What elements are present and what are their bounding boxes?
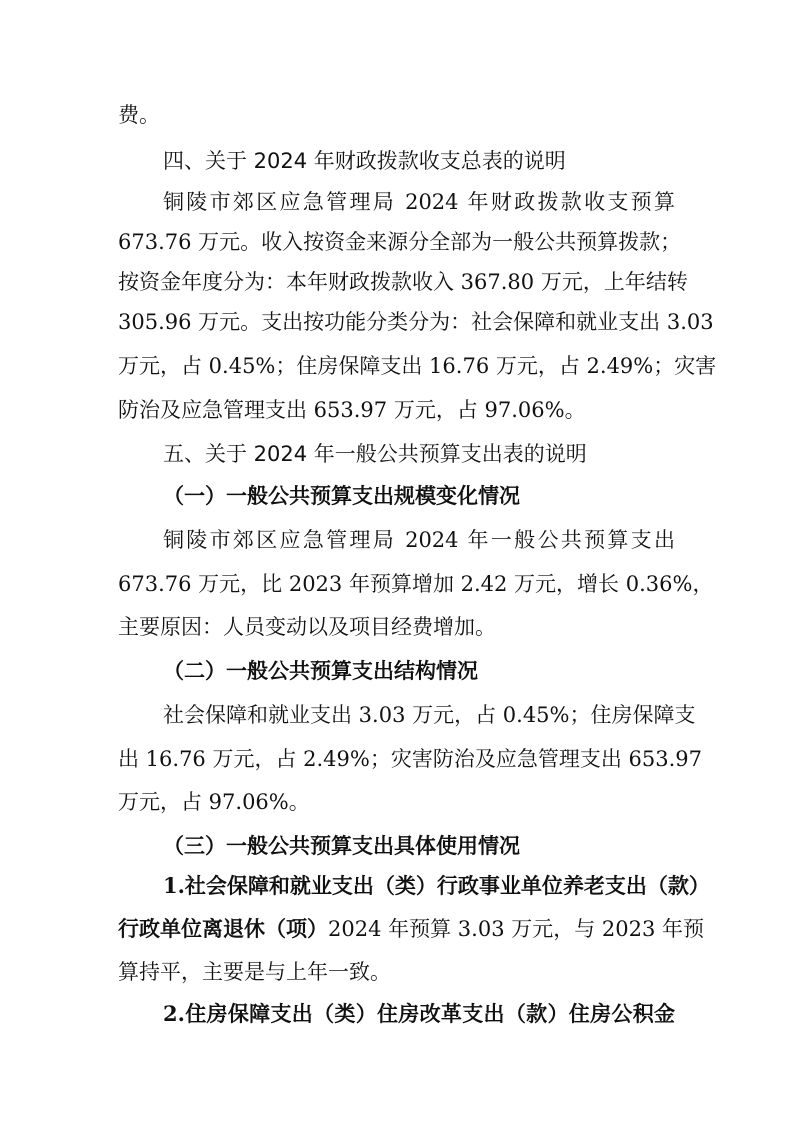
subheading-2: （二）一般公共预算支出结构情况	[163, 658, 478, 683]
item-heading-2: 2.住房保障支出（类）住房改革支出（款）住房公积金	[163, 1001, 675, 1026]
bold-fragment: 行政单位离退休（项）	[118, 916, 328, 941]
item-heading-1: 1.社会保障和就业支出（类）行政事业单位养老支出（款）	[163, 873, 710, 898]
section-heading-5: 五、关于 2024 年一般公共预算支出表的说明	[163, 442, 587, 466]
text-fragment: 2024 年预算 3.03 万元，与 2023 年预	[328, 917, 705, 941]
paragraph-line: 673.76 万元，比 2023 年预算增加 2.42 万元，增长 0.36%，	[118, 572, 714, 596]
subheading-3: （三）一般公共预算支出具体使用情况	[163, 833, 520, 858]
paragraph-line: 主要原因：人员变动以及项目经费增加。	[118, 615, 496, 639]
paragraph-line: 社会保障和就业支出 3.03 万元，占 0.45%；住房保障支	[163, 703, 696, 727]
paragraph-line: 万元，占 0.45%；住房保障支出 16.76 万元，占 2.49%；灾害	[118, 354, 717, 378]
paragraph-line: 铜陵市郊区应急管理局 2024 年财政拨款收支预算	[163, 190, 675, 214]
section-heading-4: 四、关于 2024 年财政拨款收支总表的说明	[163, 149, 566, 173]
paragraph-line: 铜陵市郊区应急管理局 2024 年一般公共预算支出	[163, 528, 675, 552]
paragraph-line	[118, 914, 705, 944]
subheading-1: （一）一般公共预算支出规模变化情况	[163, 483, 520, 508]
paragraph-line: 673.76 万元。收入按资金来源分全部为一般公共预算拨款；	[118, 230, 682, 254]
paragraph-line: 万元，占 97.06%。	[118, 790, 310, 814]
paragraph-line: 算持平，主要是与上年一致。	[118, 960, 391, 984]
paragraph-line: 按资金年度分为：本年财政拨款收入 367.80 万元，上年结转	[118, 270, 688, 294]
paragraph-line: 防治及应急管理支出 653.97 万元，占 97.06%。	[118, 398, 586, 422]
paragraph-line: 305.96 万元。支出按功能分类分为：社会保障和就业支出 3.03	[118, 310, 714, 334]
paragraph-line: 费。	[118, 103, 160, 127]
paragraph-line: 出 16.76 万元，占 2.49%；灾害防治及应急管理支出 653.97	[118, 747, 703, 771]
